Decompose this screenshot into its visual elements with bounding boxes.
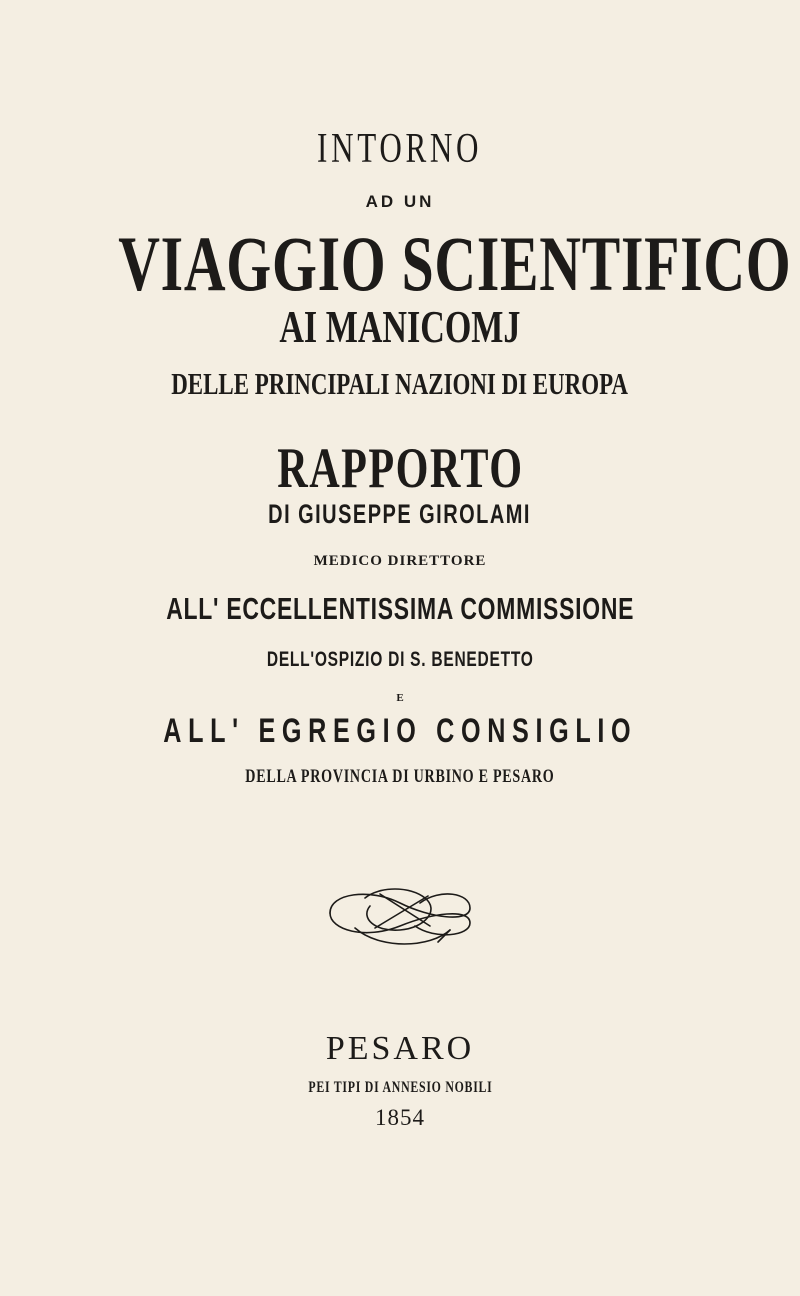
author-line: DI GIUSEPPE GIROLAMI [268, 499, 532, 529]
knot-ornament-icon [310, 868, 490, 958]
title-line-intorno: INTORNO [317, 126, 483, 172]
title-line-ad-un: AD UN [365, 192, 435, 211]
dedication-province: DELLA PROVINCIA DI URBINO E PESARO [245, 766, 555, 787]
author-title: MEDICO DIRETTORE [313, 553, 487, 569]
main-title: VIAGGIO SCIENTIFICO [118, 220, 792, 307]
imprint-city: PESARO [325, 1030, 475, 1067]
imprint-year: 1854 [375, 1105, 425, 1130]
title-line-manicomj: AI MANICOMJ [279, 301, 521, 352]
dedication-hospice: DELL'OSPIZIO DI S. BENEDETTO [266, 648, 534, 671]
conjunction-e: E [396, 692, 404, 704]
imprint-printer: PEI TIPI DI ANNESIO NOBILI [307, 1079, 493, 1096]
subtitle-rapporto: RAPPORTO [276, 437, 524, 500]
dedication-commission: ALL' ECCELLENTISSIMA COMMISSIONE [166, 591, 634, 626]
dedication-council: ALL' EGREGIO CONSIGLIO [162, 712, 638, 750]
title-line-nations: DELLE PRINCIPALI NAZIONI DI EUROPA [171, 366, 629, 401]
